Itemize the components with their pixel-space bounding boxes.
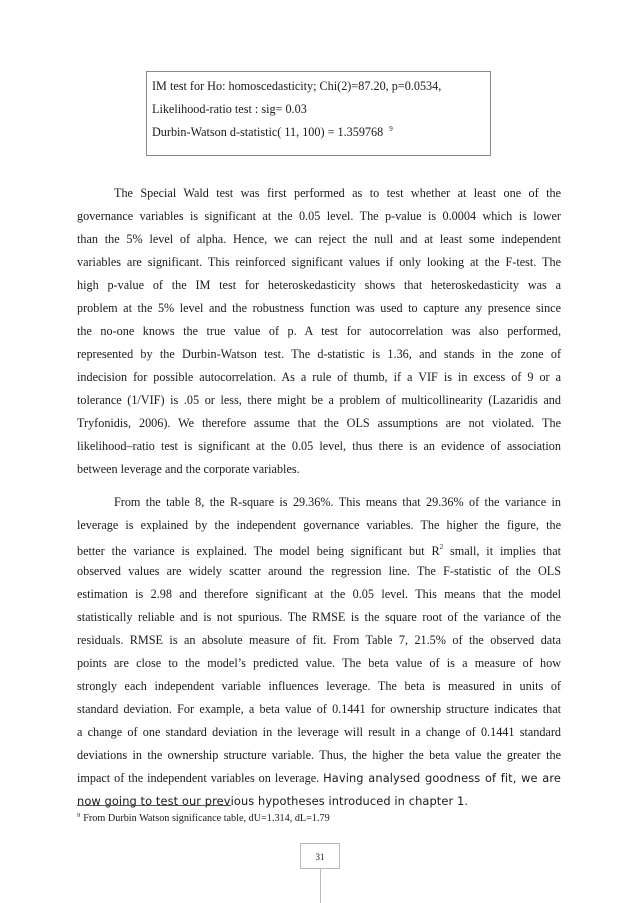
footnote-marker: 9 — [77, 812, 81, 819]
page-number-connector — [320, 869, 321, 903]
p1-line-4: variables are significant. This reinforced significant values if only looking at the F-test. The — [77, 255, 561, 269]
p1-line-8: represented by the Durbin-Watson test. The d-statistic is 1.36, and stands in the zone of — [77, 347, 561, 361]
p1-line-13: between leverage and the corporate variables. — [77, 462, 300, 476]
p2-line-11: a change of one standard deviation in the leverage will result in a change of 0.1441 standard — [77, 725, 561, 739]
p2-line-13: impact of the independent variables on leverage. Having analysed goodness of fit, we are — [77, 771, 562, 785]
footnote-text: From Durbin Watson significance table, dU=1.314, dL=1.79 — [83, 813, 330, 824]
p2-line-8: points are close to the model’s predicted value. The beta value of is a measure of how — [77, 656, 561, 670]
p2-line-10: standard deviation. For example, a beta value of 0.1441 for ownership structure indicates that — [77, 702, 561, 716]
p2-line-7: residuals. RMSE is an absolute measure of fit. From Table 7, 21.5% of the observed data — [77, 633, 561, 647]
p2-line-12: deviations in the ownership structure variable. Thus, the higher the beta value the greater the — [77, 748, 561, 762]
footnote — [77, 813, 330, 824]
p1-line-3: than the 5% level of alpha. Hence, we can reject the null and at least some independent — [77, 232, 561, 246]
p1-line-1: The Special Wald test was first performed as to test whether at least one of the — [114, 186, 561, 200]
p1-line-12: likelihood–ratio test is significant at the 0.05 level, thus there is an evidence of association — [77, 439, 561, 453]
likelihood-ratio-line: Likelihood-ratio test : sig= 0.03 — [152, 102, 307, 116]
p1-line-2: governance variables is significant at the 0.05 level. The p-value is 0.0004 which is lower — [77, 209, 561, 223]
p2-line-5: estimation is 2.98 and therefore significant at the 0.05 level. This means that the model — [77, 587, 561, 601]
p1-line-6: problem at the 5% level and the robustness function was used to capture any presence since — [77, 301, 561, 315]
p2-line-4: observed values are widely scatter around the regression line. The F-statistic of the OLS — [77, 564, 561, 578]
p1-line-7: the no-one knows the true value of p. A test for autocorrelation was also performed, — [77, 324, 561, 338]
p1-line-10: tolerance (1/VIF) is .05 or less, there might be a problem of multicollinearity (Lazaridis and — [77, 393, 561, 407]
p2-line-9: strongly each independent variable influences leverage. The beta is measured in units of — [77, 679, 561, 693]
p2-line-1: From the table 8, the R-square is 29.36%. This means that 29.36% of the variance in — [114, 495, 561, 509]
p1-line-11: Tryfonidis, 2006). We therefore assume that the OLS assumptions are not violated. The — [77, 416, 561, 430]
im-test-line: IM test for Ho: homoscedasticity; Chi(2)=87.20, p=0.0534, — [152, 79, 442, 93]
page-number: 31 — [300, 843, 340, 869]
durbin-watson-line: Durbin-Watson d-statistic( 11, 100) = 1.359768 $^9$ — [152, 125, 393, 139]
footnote-ref: 9 — [389, 125, 393, 133]
p1-line-5: high p-value of the IM test for heteroskedasticity shows that heteroskedasticity was a — [77, 278, 561, 292]
p2-line-3: better the variance is explained. The model being significant but $R^2$ small, it implies that — [77, 543, 561, 559]
p2-line-6: statistically reliable and is not spurious. The RMSE is the square root of the variance of the — [77, 610, 561, 624]
footnote-separator — [77, 805, 231, 806]
p2-line-14: now going to test our previous hypotheses introduced in chapter 1. — [77, 794, 469, 808]
stats-box — [146, 71, 491, 156]
p2-line-2: leverage is explained by the independent governance variables. The higher the figure, the — [77, 518, 561, 532]
p1-line-9: indecision for possible autocorrelation. As a rule of thumb, if a VIF is in excess of 9 or a — [77, 370, 561, 384]
